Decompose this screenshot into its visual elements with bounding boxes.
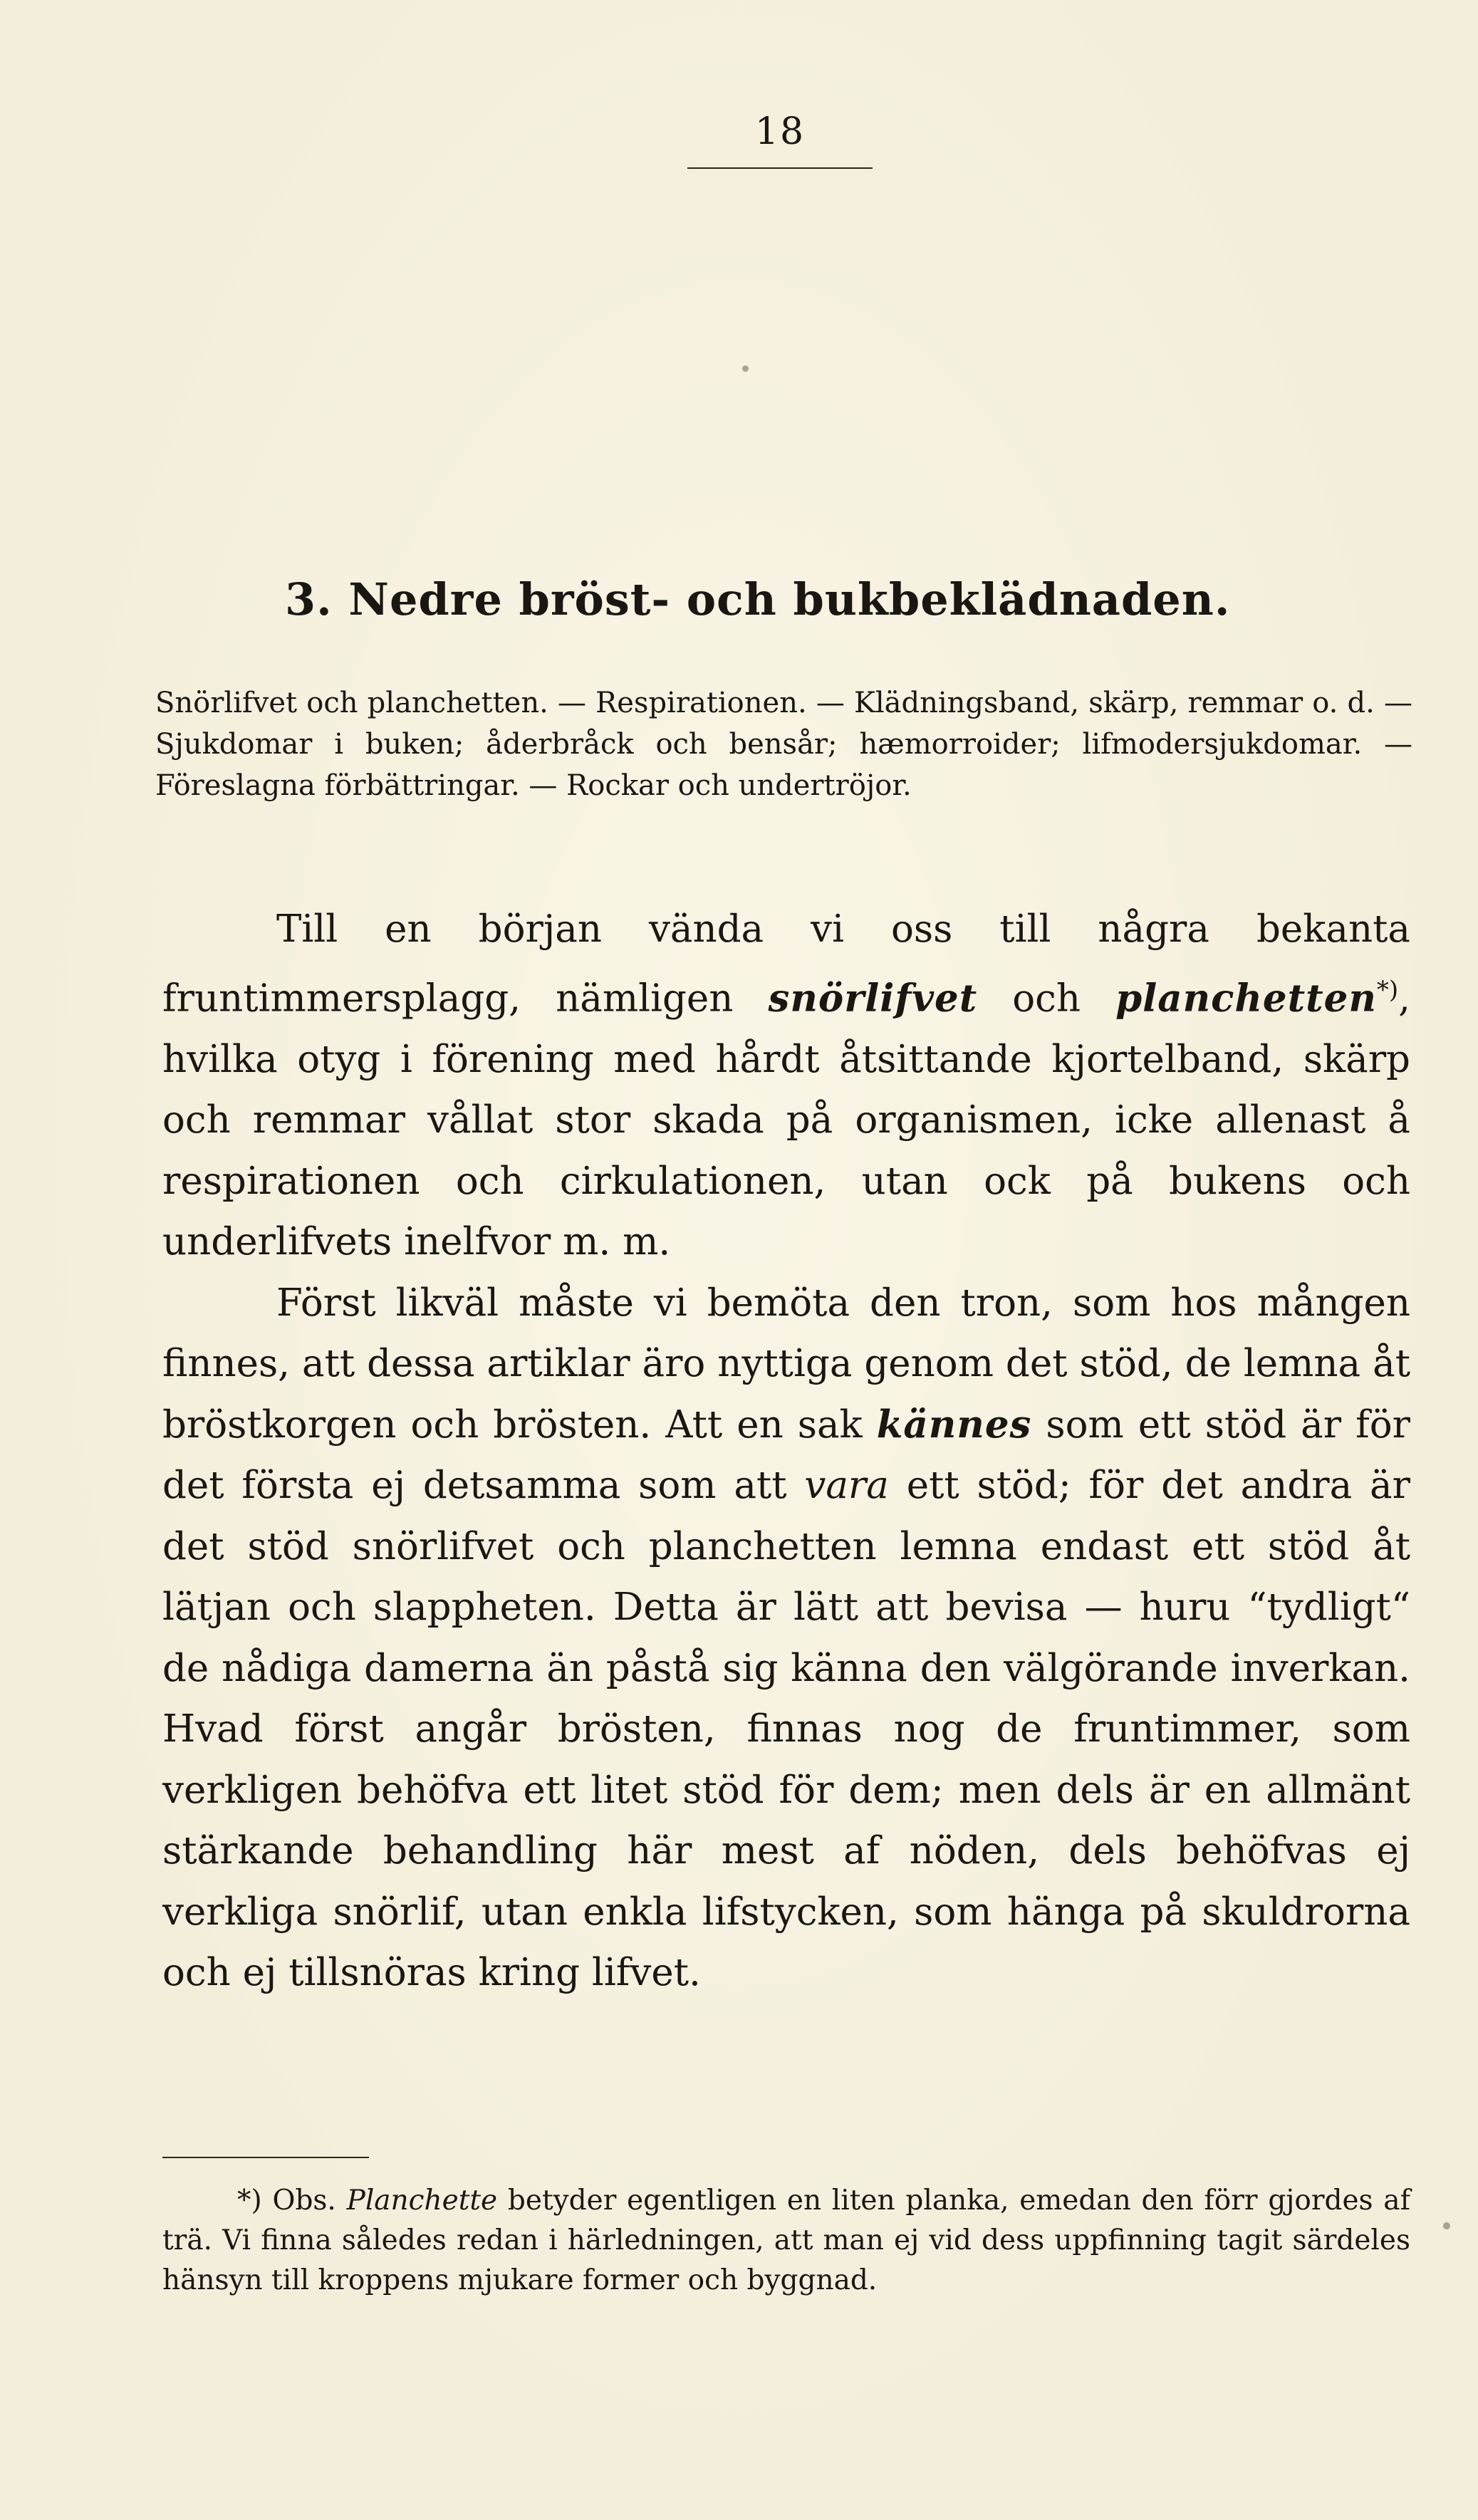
paragraph-text: och [977,977,1116,1021]
emphasis-snorlifvet: snörlifvet [768,976,978,1021]
emphasis-planchetten: planchetten [1115,976,1377,1021]
paragraph-2 [162,1273,1410,2004]
print-speck [742,365,749,372]
paragraph-text: Först likväl måste vi bemöta den tron, som hos mången finnes, att dessa artiklar äro nyttiga genom det stöd, de lemna åt bröstkorgen och brösten. Att en sak [162,1281,1410,1447]
section-title: 3. Nedre bröst- och bukbeklädnaden. [285,573,1231,625]
footnote [162,2181,1410,2301]
emphasis-vara: vara [804,1464,889,1508]
footnote-text: betyder egentligen en liten planka, emedan den förr gjordes af trä. Vi finna således redan i härledningen, att man ej vid dess uppfinning tagit särdeles hänsyn till kroppens mjukare former och byggnad. [162,2185,1410,2296]
footnote-rule [162,2157,369,2158]
paragraph-text: som ett stöd är för det första ej detsamma som att [162,1402,1410,1508]
footnote-term: Planchette [346,2185,498,2217]
footnote-marker: *) Obs. [237,2185,347,2217]
paragraph-1 [162,899,1410,1273]
page-number-rule [687,167,873,169]
print-speck [1443,2222,1450,2229]
section-summary: Snörlifvet och planchetten. — Respirationen. — Klädningsband, skärp, remmar o. d. — Sjukdomar i buken; åderbråck och bensår; hæmorroider; lifmodersjukdomar. — Föreslagna förbättringar. — Rockar och undertröjor. [155,687,1412,802]
page-number: 18 [754,110,806,153]
paragraph-text: ett stöd; för det andra är det stöd snörlifvet och planchetten lemna endast ett stöd åt lätjan och slappheten. Detta är lätt att bevisa — huru “tydligt“ de nådiga damerna än påstå sig känna den välgörande inverkan. Hvad först angår brösten, finnas nog de fruntimmer, som verkligen behöfva ett litet stöd för dem; men dels är en allmänt stärkande behandling här mest af nöden, dels behöfvas ej verkliga snörlif, utan enkla lifstycken, som hänga på skuldrorna och ej tillsnöras kring lifvet. [162,1464,1410,1995]
paragraph-text: Till en början vända vi oss till några bekanta fruntimmersplagg, nämligen [162,907,1410,1021]
paragraph-text: , hvilka otyg i förening med hårdt åtsittande kjortelband, skärp och remmar vållat stor skada på organismen, icke allenast å respirationen och cirkulationen, utan ock på bukens och underlifvets inelfvor m. m. [162,977,1410,1264]
footnote-reference: *) [1376,975,1399,1004]
body-text [162,899,1410,2004]
emphasis-kannes: kännes [876,1402,1032,1447]
